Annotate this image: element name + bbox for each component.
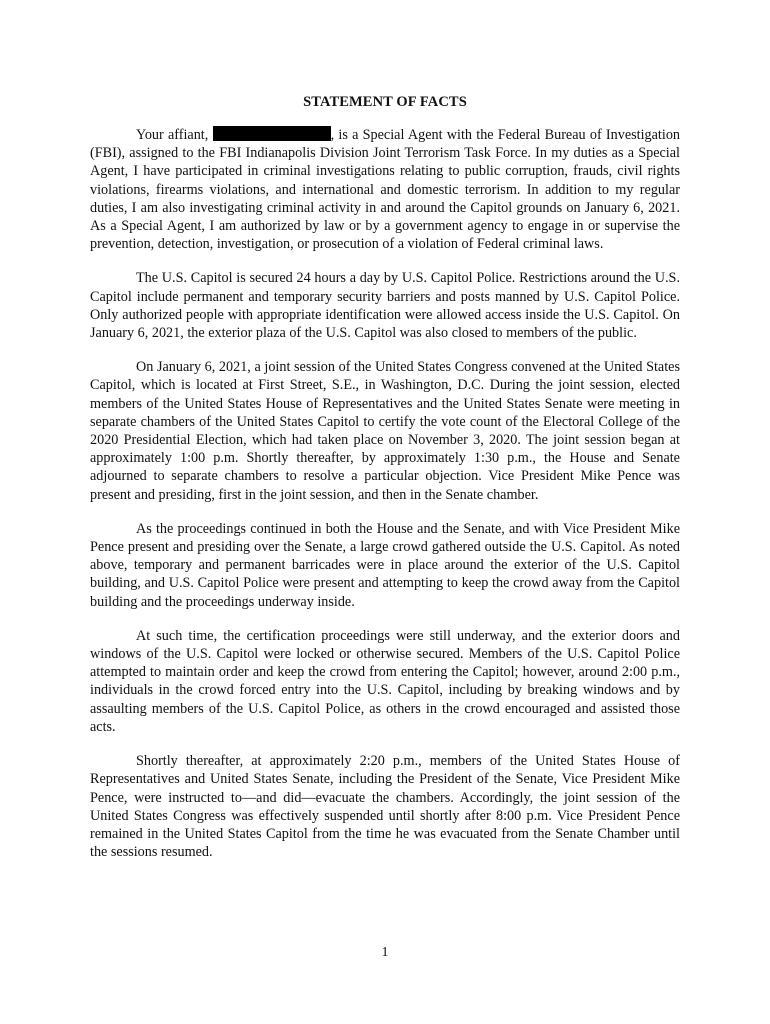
paragraph-crowd-gathered: As the proceedings continued in both the House and the Senate, and with Vice President Mike Pence present and presiding over the Senate, a large crowd gathered outside the U.S. Capitol. As noted above, temporary and permanent barricades were in place around the exterior of the U.S. Capitol building, and U.S. Capitol Police were present and attempting to keep the crowd away from the Capitol building and the proceedings underway inside.: [90, 520, 680, 610]
paragraph-forced-entry: At such time, the certification proceedings were still underway, and the exterior doors and windows of the U.S. Capitol were locked or otherwise secured. Members of the U.S. Capitol Police attempted to maintain order and keep the crowd from entering the Capitol; however, around 2:00 p.m., individuals in the crowd forced entry into the U.S. Capitol, including by breaking windows and by assaulting members of the U.S. Capitol Police, as others in the crowd encouraged and assisted those acts.: [90, 627, 680, 735]
document-title: STATEMENT OF FACTS: [303, 94, 467, 110]
redaction-block: [213, 126, 331, 141]
paragraph-joint-session: On January 6, 2021, a joint session of the United States Congress convened at the United States Capitol, which is located at First Street, S.E., in Washington, D.C. During the joint session, elected members of the United States House of Representatives and the United States Senate were meeting in separate chambers of the United States Capitol to certify the vote count of the Electoral College of the 2020 Presidential Election, which had taken place on November 3, 2020. The joint session began at approximately 1:00 p.m. Shortly thereafter, by approximately 1:30 p.m., the House and Senate adjourned to separate chambers to resolve a particular objection. Vice President Mike Pence was present and presiding, first in the joint session, and then in the Senate chamber.: [90, 359, 680, 503]
paragraph-affiant-lead: Your affiant,: [136, 127, 209, 143]
paragraph-evacuation: Shortly thereafter, at approximately 2:20 p.m., members of the United States House of Representatives and United States Senate, including the President of the Senate, Vice President Mike Pence, were instructed to—and did—evacuate the chambers. Accordingly, the joint session of the United States Congress was effectively suspended until shortly after 8:00 p.m. Vice President Pence remained in the United States Capitol from the time he was evacuated from the Senate Chamber until the sessions resumed.: [90, 753, 680, 861]
paragraph-affiant: [90, 126, 680, 253]
page-number: 1: [381, 945, 389, 960]
paragraph-affiant-rest: , is a Special Agent with the Federal Bureau of Investigation (FBI), assigned to the FBI Indianapolis Division Joint Terrorism Task Force. In my duties as a Special Agent, I have participated in criminal investigations relating to public corruption, frauds, civil rights violations, firearms violations, and international and domestic terrorism. In addition to my regular duties, I am also investigating criminal activity in and around the Capitol grounds on January 6, 2021. As a Special Agent, I am authorized by law or by a government agency to engage in or supervise the prevention, detection, investigation, or prosecution of a violation of Federal criminal laws.: [90, 127, 681, 253]
paragraph-capitol-security: The U.S. Capitol is secured 24 hours a day by U.S. Capitol Police. Restrictions around the U.S. Capitol include permanent and temporary security barriers and posts manned by U.S. Capitol Police. Only authorized people with appropriate identification were allowed access inside the U.S. Capitol. On January 6, 2021, the exterior plaza of the U.S. Capitol was also closed to members of the public.: [90, 270, 680, 342]
document-body: [90, 126, 680, 877]
